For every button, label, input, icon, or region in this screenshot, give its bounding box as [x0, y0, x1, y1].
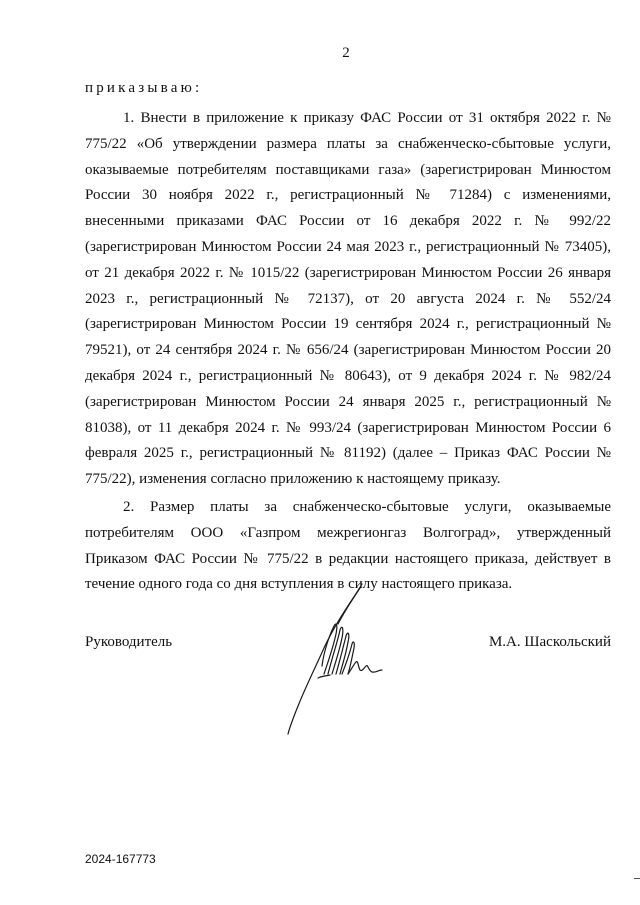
signer-role: Руководитель: [85, 634, 173, 650]
paragraph-item-1: 1. Внести в приложение к приказу ФАС России от 31 октября 2022 г. № 775/22 «Об утверждении размера платы за снабженческо-сбытовые услуги, оказываемые потребителям поставщиками газа» (зарегистрирован Минюстом России 30 ноября 2022 г., регистрационный № 71284) с изменениями, внесенными приказами ФАС России от 16 декабря 2022 г. № 992/22 (зарегистрирован Минюстом России 24 мая 2023 г., регистрационный № 73405), от 21 декабря 2022 г. № 1015/22 (зарегистрирован Минюстом России 26 января 2023 г., регистрационный № 72137), от 20 августа 2024 г. № 552/24 (зарегистрирован Минюстом России 19 сентября 2024 г., регистрационный № 79521), от 24 сентября 2024 г. № 656/24 (зарегистрирован Минюстом России 20 декабря 2024 г., регистрационный № 80643), от 9 декабря 2024 г. № 982/24 (зарегистрирован Минюстом России 24 января 2025 г., регистрационный № 81038), от 11 декабря 2024 г. № 993/24 (зарегистрирован Минюстом России 6 февраля 2025 г., регистрационный № 81192) (далее – Приказ ФАС России № 775/22), изменения согласно приложению к настоящему приказу.: [85, 110, 611, 488]
handwritten-signature: [278, 578, 388, 738]
document-number: 2024-167773: [85, 852, 156, 866]
page-number: 2: [342, 45, 350, 61]
orders-heading: приказываю:: [85, 80, 203, 96]
scan-mark: [634, 878, 640, 879]
signer-name: М.А. Шаскольский: [488, 634, 611, 650]
paragraph-item-2: 2. Размер платы за снабженческо-сбытовые услуги, оказываемые потребителям ООО «Газпром межрегионгаз Волгоград», утвержденный Приказом ФАС России № 775/22 в редакции настоящего приказа, действует в течение одного года со дня вступления в силу настоящего приказа.: [85, 499, 611, 593]
